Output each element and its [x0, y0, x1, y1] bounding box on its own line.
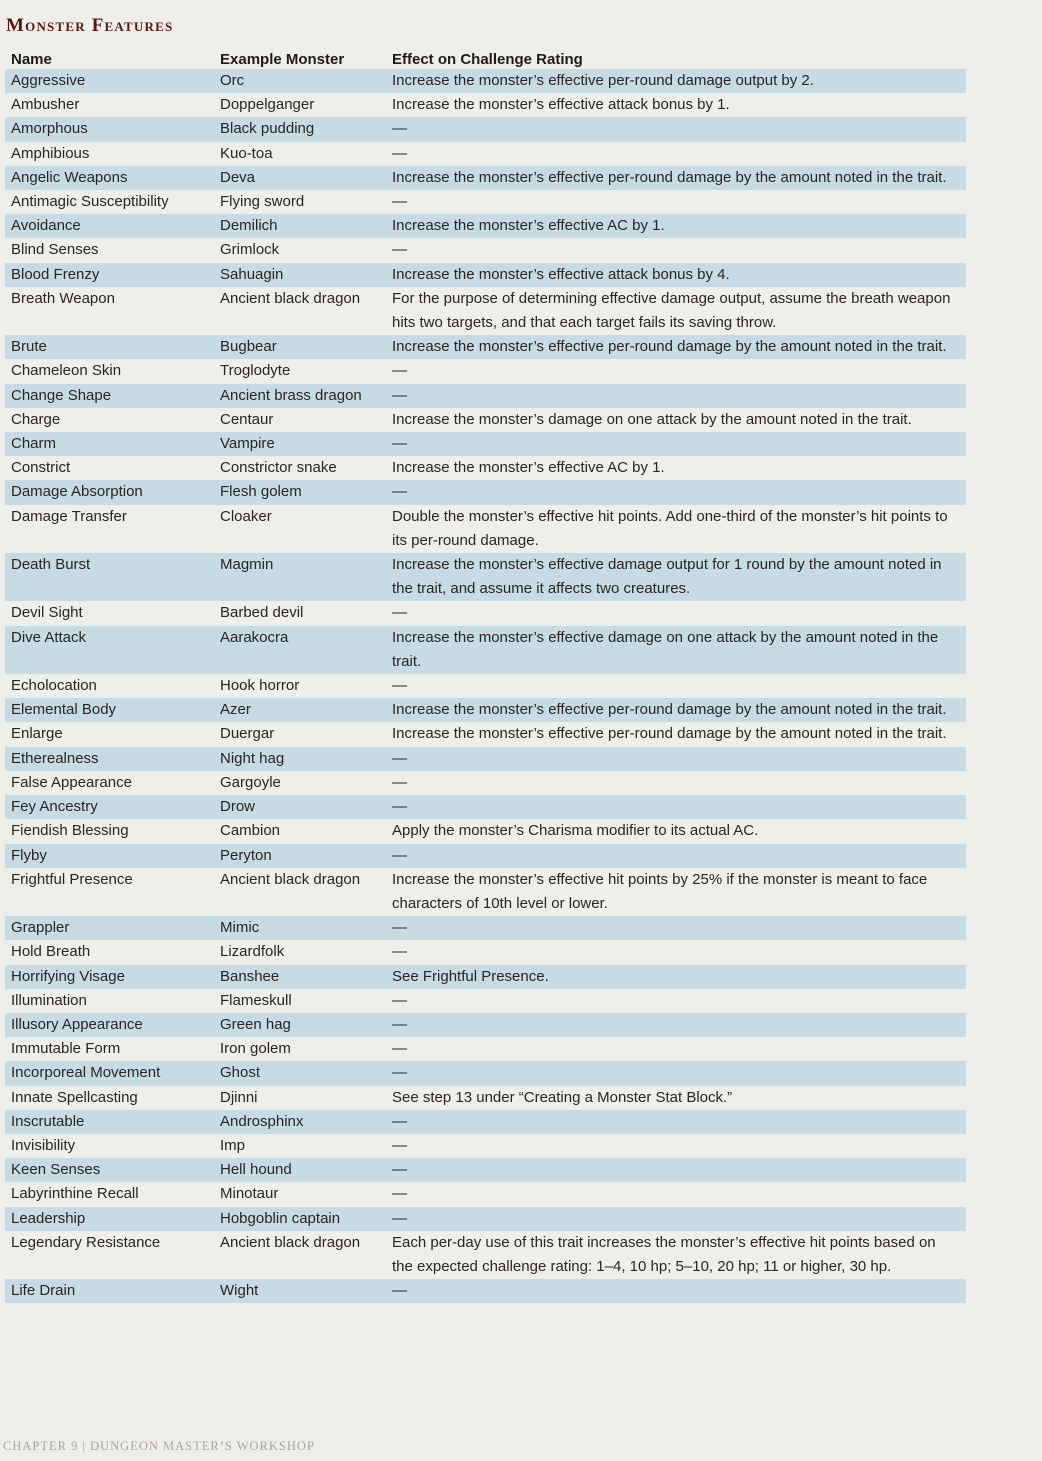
cell-name: Damage Absorption	[5, 480, 214, 504]
cell-example-monster: Aarakocra	[214, 626, 386, 674]
cell-example-monster: Lizardfolk	[220, 943, 285, 961]
cell-name: Horrifying Visage	[5, 965, 214, 989]
cell-example-monster: Constrictor snake	[220, 459, 337, 477]
cell-name: Illumination	[11, 991, 87, 1009]
column-header-name: Name	[11, 51, 52, 68]
cell-effect: Each per-day use of this trait increases the monster’s effective hit points based on the expected challenge rating: 1–4, 10 hp; 5–10, 20 hp; 11 or higher, 30 hp.	[392, 1233, 936, 1275]
table-header	[5, 46, 966, 69]
cell-example-monster: Green hag	[214, 1013, 386, 1037]
table-row	[5, 505, 966, 553]
table-row	[5, 1207, 966, 1231]
cell-example-monster: Barbed devil	[220, 604, 304, 622]
table-row	[5, 1158, 966, 1182]
cell-name: Frightful Presence	[11, 870, 133, 888]
cell-name: Constrict	[11, 459, 71, 477]
cell-name: Immutable Form	[11, 1040, 121, 1058]
cell-name: Change Shape	[5, 384, 214, 408]
cell-effect: —	[386, 1013, 966, 1037]
cell-name: Labyrinthine Recall	[11, 1185, 139, 1203]
cell-name: Life Drain	[5, 1279, 214, 1303]
header-row	[5, 46, 966, 69]
table-row	[5, 432, 966, 456]
cell-effect: Increase the monster’s effective damage on one attack by the amount noted in the trait.	[386, 626, 966, 674]
cell-example-monster: Wight	[214, 1279, 386, 1303]
cell-example-monster: Grimlock	[220, 241, 280, 259]
cell-example-monster: Black pudding	[214, 117, 386, 141]
cell-example-monster: Flying sword	[220, 193, 305, 211]
cell-effect: Apply the monster’s Charisma modifier to its actual AC.	[392, 822, 759, 840]
cell-example-monster: Orc	[214, 69, 386, 93]
cell-example-monster: Peryton	[214, 844, 386, 868]
cell-effect: See step 13 under “Creating a Monster Stat Block.”	[392, 1088, 733, 1106]
cell-effect: Increase the monster’s damage on one attack by the amount noted in the trait.	[392, 410, 912, 428]
cell-name: Antimagic Susceptibility	[11, 193, 169, 211]
cell-example-monster: Ancient black dragon	[220, 1233, 361, 1251]
cell-effect: —	[386, 1158, 966, 1182]
cell-effect: Increase the monster’s effective per-round damage output by 2.	[386, 69, 966, 93]
cell-example-monster: Mimic	[214, 916, 386, 940]
cell-example-monster: Iron golem	[220, 1040, 291, 1058]
table-row	[5, 1086, 966, 1110]
cell-example-monster: Bugbear	[214, 335, 386, 359]
cell-effect: —	[386, 432, 966, 456]
cell-effect: —	[392, 677, 407, 695]
cell-example-monster: Duergar	[220, 725, 275, 743]
table-row	[5, 190, 966, 214]
cell-effect: —	[392, 1136, 407, 1154]
cell-effect: —	[392, 241, 407, 259]
cell-name: Echolocation	[11, 677, 97, 695]
table-row	[5, 722, 966, 746]
cell-effect: Increase the monster’s effective per-round damage by the amount noted in the trait.	[386, 698, 966, 722]
cell-effect: Increase the monster’s effective attack bonus by 1.	[392, 96, 730, 114]
cell-example-monster: Centaur	[220, 410, 274, 428]
table-row	[5, 965, 966, 989]
table-row	[5, 1182, 966, 1206]
table-row	[5, 384, 966, 408]
cell-example-monster: Androsphinx	[214, 1110, 386, 1134]
cell-example-monster: Ghost	[214, 1061, 386, 1085]
table-row	[5, 626, 966, 674]
cell-example-monster: Cambion	[220, 822, 281, 840]
table-row	[5, 989, 966, 1013]
cell-name: Fey Ancestry	[5, 795, 214, 819]
table-row	[5, 1134, 966, 1158]
cell-example-monster: Hook horror	[220, 677, 300, 695]
table-row	[5, 480, 966, 504]
cell-effect: —	[386, 795, 966, 819]
cell-name: Devil Sight	[11, 604, 83, 622]
cell-effect: —	[386, 117, 966, 141]
cell-example-monster: Minotaur	[220, 1185, 279, 1203]
cell-effect: Increase the monster’s effective per-round damage by the amount noted in the trait.	[392, 725, 947, 743]
cell-example-monster: Kuo-toa	[220, 144, 273, 162]
cell-name: Grappler	[5, 916, 214, 940]
cell-effect: —	[392, 604, 407, 622]
cell-effect: —	[392, 943, 407, 961]
cell-example-monster: Hell hound	[214, 1158, 386, 1182]
cell-example-monster: Troglodyte	[220, 362, 291, 380]
cell-effect: —	[392, 773, 407, 791]
cell-example-monster: Imp	[220, 1136, 246, 1154]
cell-name: Inscrutable	[5, 1110, 214, 1134]
table-row	[5, 819, 966, 843]
cell-example-monster: Flameskull	[220, 991, 292, 1009]
cell-name: Incorporeal Movement	[5, 1061, 214, 1085]
monster-features-table	[5, 46, 966, 1303]
table-row	[5, 553, 966, 601]
cell-name: Chameleon Skin	[11, 362, 122, 380]
cell-effect: Increase the monster’s effective per-round damage by the amount noted in the trait.	[386, 335, 966, 359]
table-row	[5, 166, 966, 190]
cell-example-monster: Doppelganger	[220, 96, 315, 114]
page-footer: CHAPTER 9 | DUNGEON MASTER’S WORKSHOP	[3, 1439, 315, 1453]
table-row	[5, 916, 966, 940]
table-row	[5, 747, 966, 771]
cell-effect: Increase the monster’s effective AC by 1.	[386, 214, 966, 238]
cell-effect: Double the monster’s effective hit points. Add one-third of the monster’s hit points to its per-round damage.	[392, 507, 948, 549]
cell-name: False Appearance	[11, 773, 132, 791]
table-row	[5, 1013, 966, 1037]
cell-example-monster: Azer	[214, 698, 386, 722]
cell-effect: —	[386, 480, 966, 504]
cell-effect: —	[386, 1207, 966, 1231]
cell-example-monster: Demilich	[214, 214, 386, 238]
cell-example-monster: Djinni	[220, 1088, 258, 1106]
table-row	[5, 1231, 966, 1279]
cell-effect: Increase the monster’s effective hit points by 25% if the monster is meant to face characters of 10th level or lower.	[392, 870, 928, 912]
cell-name: Angelic Weapons	[5, 166, 214, 190]
table-row	[5, 601, 966, 625]
cell-example-monster: Flesh golem	[214, 480, 386, 504]
table-row	[5, 1061, 966, 1085]
table-row	[5, 287, 966, 335]
cell-example-monster: Gargoyle	[220, 773, 281, 791]
cell-name: Invisibility	[11, 1136, 76, 1154]
cell-effect: —	[386, 1110, 966, 1134]
table-row	[5, 263, 966, 287]
cell-name: Illusory Appearance	[5, 1013, 214, 1037]
cell-effect: Increase the monster’s effective AC by 1.	[392, 459, 665, 477]
cell-name: Blood Frenzy	[5, 263, 214, 287]
cell-name: Hold Breath	[11, 943, 91, 961]
table-row	[5, 940, 966, 964]
column-header-example-monster: Example Monster	[220, 51, 345, 68]
cell-effect: —	[386, 844, 966, 868]
cell-effect: —	[386, 916, 966, 940]
cell-name: Aggressive	[5, 69, 214, 93]
table-row	[5, 771, 966, 795]
cell-example-monster: Night hag	[214, 747, 386, 771]
cell-name: Innate Spellcasting	[11, 1088, 138, 1106]
table-row	[5, 238, 966, 262]
table-row	[5, 456, 966, 480]
cell-effect: Increase the monster’s effective attack bonus by 4.	[386, 263, 966, 287]
cell-name: Etherealness	[5, 747, 214, 771]
table-row	[5, 1037, 966, 1061]
cell-effect: —	[392, 362, 407, 380]
table-row	[5, 1110, 966, 1134]
cell-example-monster: Ancient brass dragon	[214, 384, 386, 408]
cell-name: Death Burst	[5, 553, 214, 601]
table-row	[5, 674, 966, 698]
table-row	[5, 93, 966, 117]
column-header-effect: Effect on Challenge Rating	[392, 51, 583, 68]
cell-name: Damage Transfer	[11, 507, 127, 525]
cell-effect: —	[386, 747, 966, 771]
cell-example-monster: Sahuagin	[214, 263, 386, 287]
cell-name: Avoidance	[5, 214, 214, 238]
cell-example-monster: Deva	[214, 166, 386, 190]
cell-name: Legendary Resistance	[11, 1233, 161, 1251]
cell-name: Enlarge	[11, 725, 63, 743]
table-row	[5, 408, 966, 432]
cell-effect: Increase the monster’s effective damage output for 1 round by the amount noted in the trait, and assume it affects two creatures.	[386, 553, 966, 601]
table-row	[5, 868, 966, 916]
cell-name: Amphibious	[11, 144, 90, 162]
table-title: Monster Features	[6, 15, 174, 36]
cell-name: Flyby	[5, 844, 214, 868]
cell-example-monster: Hobgoblin captain	[214, 1207, 386, 1231]
cell-effect: —	[392, 193, 407, 211]
cell-example-monster: Vampire	[214, 432, 386, 456]
cell-name: Breath Weapon	[11, 289, 115, 307]
cell-effect: —	[386, 1279, 966, 1303]
cell-name: Dive Attack	[5, 626, 214, 674]
cell-name: Keen Senses	[5, 1158, 214, 1182]
cell-effect: —	[386, 384, 966, 408]
cell-effect: See Frightful Presence.	[386, 965, 966, 989]
cell-name: Blind Senses	[11, 241, 99, 259]
cell-name: Charge	[11, 410, 61, 428]
cell-effect: For the purpose of determining effective damage output, assume the breath weapon hits two targets, and that each target fails its saving throw.	[392, 289, 951, 332]
cell-effect: —	[392, 1185, 407, 1203]
table-row	[5, 214, 966, 238]
table-row	[5, 844, 966, 868]
cell-effect: —	[392, 1040, 407, 1058]
cell-name: Amorphous	[5, 117, 214, 141]
cell-effect: —	[392, 144, 407, 162]
cell-name: Brute	[5, 335, 214, 359]
cell-name: Leadership	[5, 1207, 214, 1231]
cell-example-monster: Ancient black dragon	[220, 289, 361, 307]
table-row	[5, 335, 966, 359]
cell-name: Elemental Body	[5, 698, 214, 722]
cell-example-monster: Drow	[214, 795, 386, 819]
table-row	[5, 69, 966, 93]
cell-example-monster: Cloaker	[220, 507, 272, 525]
cell-example-monster: Magmin	[214, 553, 386, 601]
table-body	[5, 69, 966, 1303]
cell-effect: —	[392, 991, 407, 1009]
table-row	[5, 795, 966, 819]
cell-example-monster: Banshee	[214, 965, 386, 989]
cell-effect: Increase the monster’s effective per-round damage by the amount noted in the trait.	[386, 166, 966, 190]
cell-name: Ambusher	[11, 96, 80, 114]
cell-effect: —	[386, 1061, 966, 1085]
table-row	[5, 117, 966, 141]
table-row	[5, 698, 966, 722]
cell-name: Fiendish Blessing	[11, 822, 129, 840]
cell-example-monster: Ancient black dragon	[220, 870, 361, 888]
table-row	[5, 142, 966, 166]
cell-name: Charm	[5, 432, 214, 456]
table-row	[5, 1279, 966, 1303]
table-row	[5, 359, 966, 383]
